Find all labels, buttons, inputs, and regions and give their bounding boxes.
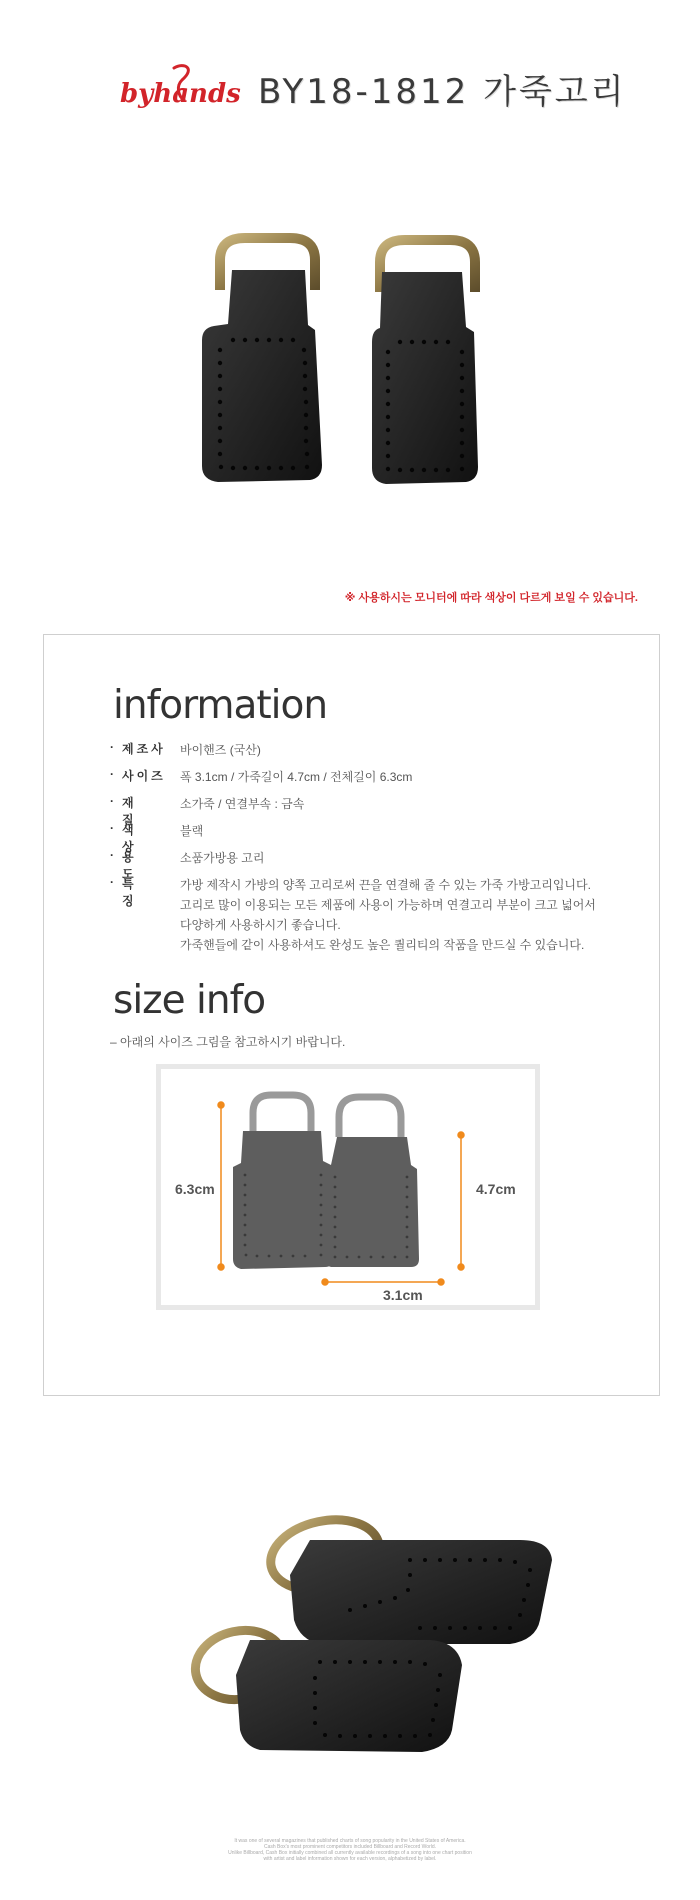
fine-print-line: It was one of several magazines that published charts of song popularity in the United States of America.	[234, 1838, 466, 1844]
footer-fine-print	[190, 1838, 510, 1862]
width-label: 3.1cm	[383, 1287, 423, 1303]
spec-value	[180, 821, 600, 841]
spec-value-line: 가방 제작시 가방의 양쪽 고리로써 끈을 연결해 줄 수 있는 가죽 가방고리입니다.	[180, 878, 591, 892]
spec-value-line: 소품가방용 고리	[180, 851, 265, 865]
spec-value-line: 블랙	[180, 824, 204, 838]
leather-tab-right	[372, 240, 478, 484]
spec-label: 제조사	[122, 742, 166, 756]
spec-value	[180, 875, 600, 955]
size-diagram	[156, 1064, 540, 1310]
diagram-tab-left	[233, 1095, 333, 1269]
spec-value-line: 바이핸즈 (국산)	[180, 743, 261, 757]
leather-length-label: 4.7cm	[476, 1181, 516, 1197]
spec-label: 특징	[122, 877, 152, 908]
spec-value	[180, 767, 600, 787]
size-info-heading: size info	[113, 978, 266, 1023]
fine-print-line: Unlike Billboard, Cash Box initially combined all currently available recordings of a song into one chart position	[228, 1850, 472, 1856]
product-title: BY18-1812 가죽고리	[258, 72, 627, 112]
spec-value-line: 가죽핸들에 같이 사용하셔도 완성도 높은 퀄리티의 작품을 만드실 수 있습니다.	[180, 938, 585, 952]
spec-label: 사이즈	[122, 769, 166, 783]
angled-tab-back	[264, 1510, 552, 1644]
dimension-line-leather	[458, 1132, 464, 1270]
spec-value	[180, 794, 600, 814]
spec-bullet: ·	[110, 821, 114, 835]
spec-value	[180, 740, 600, 760]
spec-value-line: 다양하게 사용하시기 좋습니다.	[180, 918, 341, 932]
diagram-tab-right	[323, 1097, 419, 1267]
total-length-label: 6.3cm	[175, 1181, 215, 1197]
fine-print-line: Cash Box's most prominent competitors included Billboard and Record World.	[263, 1844, 437, 1850]
dimension-line-width	[322, 1279, 444, 1285]
monitor-color-notice: ※ 사용하시는 모니터에 따라 색상이 다르게 보일 수 있습니다.	[344, 592, 638, 604]
spec-bullet: ·	[110, 848, 114, 862]
leather-tab-left	[202, 238, 322, 482]
spec-bullet: ·	[110, 875, 114, 889]
spec-label: 용도	[122, 850, 152, 881]
fine-print-line: with artist and label information shown for each version, alphabetized by label.	[263, 1856, 437, 1862]
spec-value-line: 고리로 많이 이용되는 모든 제품에 사용이 가능하며 연결고리 부분이 크고 넓어서	[180, 898, 596, 912]
information-heading: information	[113, 683, 328, 728]
spec-bullet: ·	[110, 794, 114, 808]
spec-label: 색상	[122, 823, 152, 854]
product-photo-angled	[190, 1480, 570, 1785]
brand-logo	[118, 62, 248, 117]
size-info-note: – 아래의 사이즈 그림을 참고하시기 바랍니다.	[110, 1035, 346, 1049]
brand-logo-text: byhands	[120, 79, 241, 109]
spec-bullet: ·	[110, 740, 114, 754]
dimension-line-total	[218, 1102, 224, 1270]
spec-bullet: ·	[110, 767, 114, 781]
angled-tab-front	[190, 1622, 462, 1752]
spec-value-line: 소가죽 / 연결부속 : 금속	[180, 797, 305, 811]
spec-value	[180, 848, 600, 868]
product-photo-front	[190, 230, 510, 515]
spec-value-line: 폭 3.1cm / 가죽길이 4.7cm / 전체길이 6.3cm	[180, 770, 413, 784]
spec-label: 재질	[122, 796, 152, 827]
